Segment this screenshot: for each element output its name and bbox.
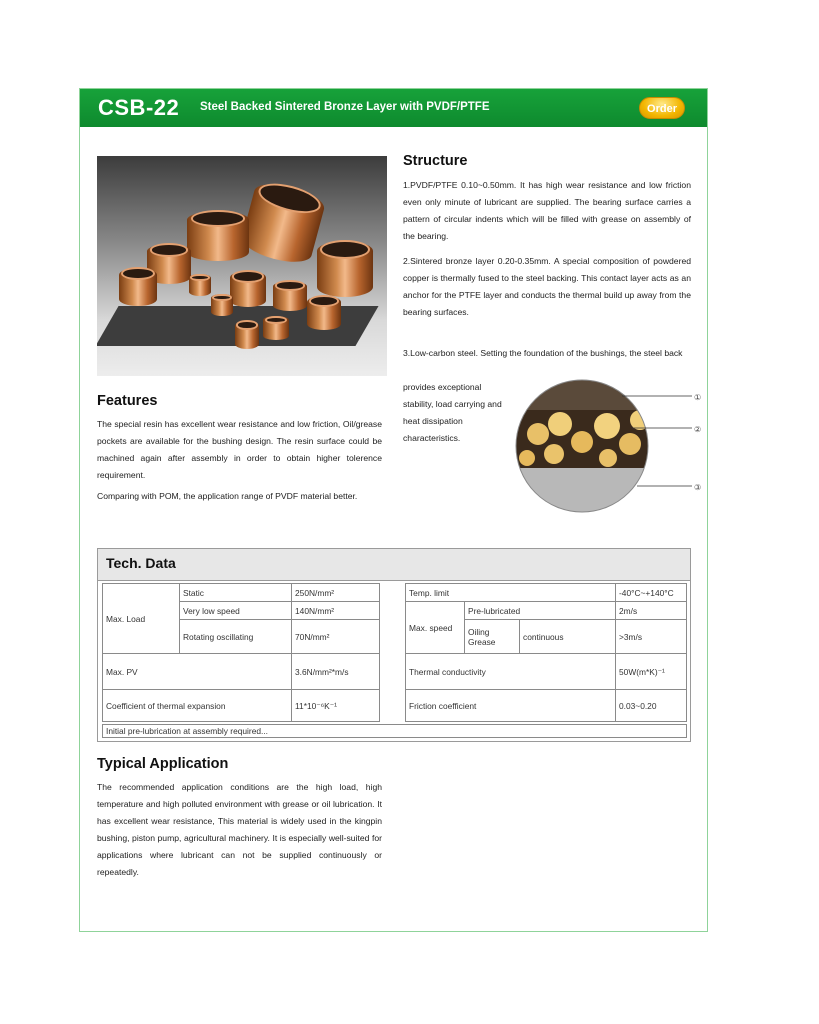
product-code: CSB-22 xyxy=(98,95,180,120)
structure-layer-1: 1.PVDF/PTFE 0.10~0.50mm. It has high wear resistance and low friction even only minute of lubricant are supplied. The bearing surface carries a pattern of circular indents which will be filled with grease on assembly of the bearing. xyxy=(403,180,691,241)
bushing-image xyxy=(239,178,328,268)
table-cell: Max. speed xyxy=(406,602,465,654)
diagram-label-3: ③ xyxy=(694,483,702,492)
tech-table-right xyxy=(405,583,687,722)
product-subtitle: Steel Backed Sintered Bronze Layer with PVDF/PTFE xyxy=(200,101,490,113)
diagram-label-1: ① xyxy=(694,393,702,402)
product-photo xyxy=(97,156,387,376)
table-cell: Temp. limit xyxy=(406,584,616,602)
bushing-image xyxy=(307,296,341,330)
application-text: The recommended application conditions are the high load, high temperature and high polluted environment with grease or oil lubrication. It has excellent wear resistance, This material is widely used in the kingpin bushing, piston pump, agricultural machinery. It is especially well-suited for applications where lubricant can not be supplied continuously or repeatedly. xyxy=(97,782,382,877)
table-cell: Friction coefficient xyxy=(406,690,616,722)
table-cell: continuous xyxy=(520,620,616,654)
table-cell: 70N/mm² xyxy=(292,620,380,654)
bushing-image xyxy=(235,321,259,349)
features-text: The special resin has excellent wear resistance and low friction, Oil/grease pockets are available for the bushing design. The resin surface could be machined again after assembly in order to obtain higher tolerence requirement. xyxy=(97,419,382,480)
table-cell: Max. PV xyxy=(103,654,292,690)
bushing-image xyxy=(187,211,249,261)
table-cell: Oiling Grease xyxy=(465,620,520,654)
diagram-label-2: ② xyxy=(694,425,702,434)
structure-heading: Structure xyxy=(403,153,468,169)
tech-data-header xyxy=(98,549,690,581)
structure-layer-2: 2.Sintered bronze layer 0.20-0.35mm. A special composition of powdered copper is thermally fused to the steel backing. This contact layer acts as an anchor for the PTFE layer and conducts the thermal build up away from the bearing surfaces. xyxy=(403,256,691,317)
tech-data-panel xyxy=(97,548,691,742)
table-cell: 3.6N/mm²*m/s xyxy=(292,654,380,690)
table-cell: 250N/mm² xyxy=(292,584,380,602)
table-cell: Max. Load xyxy=(103,584,180,654)
order-button[interactable]: Order xyxy=(639,97,685,119)
table-cell: 2m/s xyxy=(616,602,687,620)
table-cell: >3m/s xyxy=(616,620,687,654)
bushing-image xyxy=(263,316,289,340)
table-cell: Rotating oscillating xyxy=(180,620,292,654)
table-cell: Pre-lubricated xyxy=(465,602,616,620)
bushing-image xyxy=(211,294,233,316)
table-cell: -40°C~+140°C xyxy=(616,584,687,602)
tech-data-heading: Tech. Data xyxy=(106,555,176,571)
tech-table-left xyxy=(102,583,380,722)
bushing-image xyxy=(189,274,211,296)
table-cell: 0.03~0.20 xyxy=(616,690,687,722)
bushing-image xyxy=(230,271,266,307)
table-cell: Static xyxy=(180,584,292,602)
table-cell: 140N/mm² xyxy=(292,602,380,620)
structure-layer-3-cont: provides exceptional stability, load carrying and heat dissipation characteristics. xyxy=(403,382,502,443)
tech-note: Initial pre-lubrication at assembly required... xyxy=(102,724,687,738)
table-cell: Coefficient of thermal expansion xyxy=(103,690,292,722)
table-cell: 50W(m*K)⁻¹ xyxy=(616,654,687,690)
bushing-image xyxy=(119,268,157,306)
cross-section-diagram xyxy=(512,376,702,521)
application-heading: Typical Application xyxy=(97,756,229,772)
header-banner xyxy=(80,89,707,127)
bushing-image xyxy=(317,241,373,297)
bushing-image xyxy=(273,281,307,311)
table-cell: Very low speed xyxy=(180,602,292,620)
product-sheet xyxy=(79,88,708,932)
table-cell: 11*10⁻⁶K⁻¹ xyxy=(292,690,380,722)
features-text-2: Comparing with POM, the application range of PVDF material better. xyxy=(97,491,358,501)
structure-layer-3: 3.Low-carbon steel. Setting the foundation of the bushings, the steel back xyxy=(403,348,683,358)
table-cell: Thermal conductivity xyxy=(406,654,616,690)
features-heading: Features xyxy=(97,393,158,409)
